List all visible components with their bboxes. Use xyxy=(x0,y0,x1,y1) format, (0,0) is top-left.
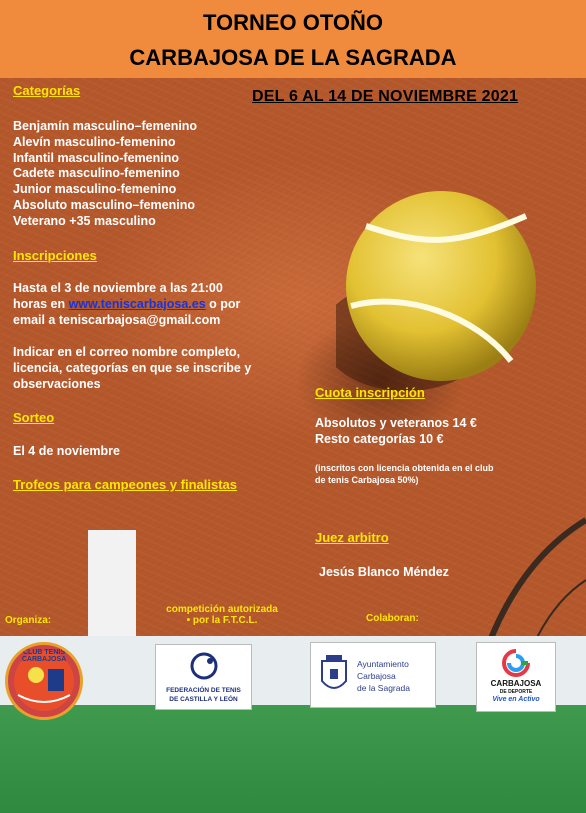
category-item: Junior masculino-femenino xyxy=(13,182,177,197)
inscripciones-heading: Inscripciones xyxy=(13,248,97,263)
carbajosa-deporte-logo: CARBAJOSA DE DEPORTE Vive en Activo xyxy=(476,642,556,712)
juez-name: Jesús Blanco Méndez xyxy=(319,565,449,579)
club-tenis-logo: CLUB TENIS CARBAJOSA xyxy=(5,642,83,720)
cuota-line-2: Resto categorías 10 € xyxy=(315,431,444,446)
website-link[interactable]: www.teniscarbajosa.es xyxy=(68,296,206,311)
trofeos-heading: Trofeos para campeones y finalistas xyxy=(13,477,237,492)
sorteo-date: El 4 de noviembre xyxy=(13,444,120,458)
category-item: Alevín masculino-femenino xyxy=(13,134,176,149)
category-item: Veterano +35 masculino xyxy=(13,213,156,228)
category-item: Cadete masculino-femenino xyxy=(13,166,180,181)
green-court-area xyxy=(0,705,586,813)
title-line-1: TORNEO OTOÑO xyxy=(202,10,384,35)
categorias-list xyxy=(13,119,197,230)
organiza-label: Organiza: xyxy=(5,615,52,626)
cuota-line-1: Absolutos y veteranos 14 € xyxy=(315,416,477,430)
federacion-emblem-icon xyxy=(184,651,224,681)
sorteo-heading: Sorteo xyxy=(13,410,55,425)
coat-of-arms-icon xyxy=(319,653,349,697)
category-item: Infantil masculino-femenino xyxy=(13,150,179,165)
category-item: Benjamín masculino–femenino xyxy=(13,119,198,133)
colaboran-label: Colaboran: xyxy=(366,613,419,624)
federacion-logo: FEDERACIÓN DE TENIS DE CASTILLA Y LEÓN xyxy=(155,644,252,710)
inscripciones-line-1: Hasta el 3 de noviembre a las 21:00 xyxy=(13,281,223,295)
cuota-note: (inscritos con licencia obtenida en el club de tenis Carbajosa 50%) xyxy=(315,463,494,485)
cuota-heading: Cuota inscripción xyxy=(315,385,425,400)
inscripciones-email: email a teniscarbajosa@gmail.com xyxy=(13,312,221,327)
inscripciones-text xyxy=(13,281,283,328)
juez-heading: Juez arbitro xyxy=(315,530,389,545)
categorias-heading: Categorías xyxy=(13,83,81,98)
autorizada-label: competición autorizada • por la F.T.C.L. xyxy=(166,604,278,626)
swirl-logo-icon xyxy=(499,647,533,677)
court-line-vertical xyxy=(88,530,136,640)
inscripciones-note: Indicar en el correo nombre completo, licencia, categorías en que se inscribe y observaciones xyxy=(13,345,252,391)
cuota-prices xyxy=(315,416,477,448)
tennis-ball-image xyxy=(336,186,546,396)
inscripciones-line-2: horas en www.teniscarbajosa.es o por xyxy=(13,296,241,311)
category-item: Absoluto masculino–femenino xyxy=(13,197,195,212)
header-banner xyxy=(0,0,586,78)
ayuntamiento-logo: Ayuntamiento Carbajosa de la Sagrada xyxy=(310,642,436,708)
tournament-dates: DEL 6 AL 14 DE NOVIEMBRE 2021 xyxy=(252,88,519,105)
title-line-2: CARBAJOSA DE LA SAGRADA xyxy=(129,45,457,70)
